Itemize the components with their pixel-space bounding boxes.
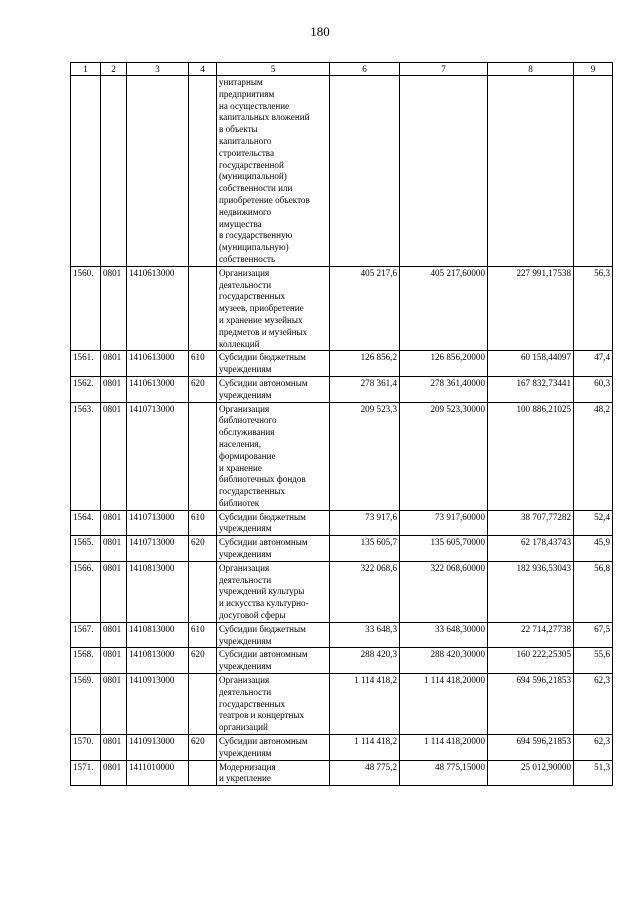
item-name-line: Субсидии автономным [219, 649, 308, 660]
planned-amount: 33 648,3 [330, 622, 400, 648]
executed-amount: 22 714,27738 [488, 622, 574, 648]
executed-amount: 694 596,21853 [488, 674, 574, 735]
item-name-line: деятельности [219, 574, 272, 585]
execution-percent: 56,3 [574, 266, 613, 351]
row-number: 1569. [71, 674, 101, 735]
expense-type: 610 [189, 510, 217, 536]
table-row [71, 76, 613, 267]
item-name-line: библиотечных фондов [219, 474, 306, 485]
section-code: 0801 [101, 402, 127, 510]
item-name-line: организаций [219, 722, 268, 733]
executed-amount: 182 936,53043 [488, 561, 574, 622]
item-name [217, 674, 330, 735]
planned-amount: 135 605,7 [330, 536, 400, 562]
row-number: 1563. [71, 402, 101, 510]
item-name [217, 510, 330, 536]
item-name-line: капитального [219, 135, 272, 146]
item-name [217, 735, 330, 761]
item-name-line: деятельности [219, 279, 272, 290]
table-row [71, 674, 613, 735]
refined-amount: 405 217,60000 [400, 266, 488, 351]
execution-percent: 47,4 [574, 351, 613, 377]
section-code: 0801 [101, 735, 127, 761]
expense-type: 610 [189, 351, 217, 377]
table-row [71, 536, 613, 562]
expense-type [189, 266, 217, 351]
table-row [71, 266, 613, 351]
item-name-line: на осуществление [219, 100, 290, 111]
table-header-row [71, 63, 613, 76]
item-name-line: Субсидии бюджетным [219, 623, 306, 634]
executed-amount: 100 886,21025 [488, 402, 574, 510]
expense-type [189, 760, 217, 786]
section-code: 0801 [101, 351, 127, 377]
item-name [217, 622, 330, 648]
item-name [217, 76, 330, 267]
row-number: 1564. [71, 510, 101, 536]
item-name-line: Субсидии автономным [219, 736, 308, 747]
item-name-line: Организация [219, 267, 270, 278]
article-code: 1410813000 [127, 561, 189, 622]
refined-amount [400, 76, 488, 267]
item-name-line: Организация [219, 675, 270, 686]
item-name-line: учреждениям [219, 635, 272, 646]
table-row [71, 402, 613, 510]
item-name-line: деятельности [219, 686, 272, 697]
row-number: 1561. [71, 351, 101, 377]
item-name-line: (муниципальной) [219, 171, 287, 182]
item-name-line: в объекты [219, 124, 258, 135]
item-name-line: досуговой сферы [219, 610, 286, 621]
executed-amount: 62 178,43743 [488, 536, 574, 562]
row-number: 1567. [71, 622, 101, 648]
item-name [217, 561, 330, 622]
expense-type [189, 674, 217, 735]
item-name-line: имущества [219, 218, 262, 229]
section-code [101, 76, 127, 267]
execution-percent: 51,3 [574, 760, 613, 786]
planned-amount: 48 775,2 [330, 760, 400, 786]
item-name-line: учреждениям [219, 364, 272, 375]
item-name-line: и укрепление [219, 773, 271, 784]
planned-amount: 1 114 418,2 [330, 735, 400, 761]
item-name-line: учреждениям [219, 661, 272, 672]
article-code: 1410613000 [127, 351, 189, 377]
item-name-line: театров и концертных [219, 710, 305, 721]
executed-amount: 25 012,90000 [488, 760, 574, 786]
planned-amount [330, 76, 400, 267]
refined-amount: 48 775,15000 [400, 760, 488, 786]
item-name [217, 402, 330, 510]
refined-amount: 288 420,30000 [400, 648, 488, 674]
execution-percent: 52,4 [574, 510, 613, 536]
column-header: 1 [71, 63, 101, 76]
expense-type [189, 561, 217, 622]
table-row [71, 735, 613, 761]
article-code [127, 76, 189, 267]
item-name-line: и хранение [219, 462, 262, 473]
execution-percent: 48,2 [574, 402, 613, 510]
refined-amount: 135 605,70000 [400, 536, 488, 562]
refined-amount: 1 114 418,20000 [400, 674, 488, 735]
refined-amount: 322 068,60000 [400, 561, 488, 622]
execution-percent: 45,9 [574, 536, 613, 562]
planned-amount: 288 420,3 [330, 648, 400, 674]
section-code: 0801 [101, 266, 127, 351]
executed-amount: 160 222,25305 [488, 648, 574, 674]
planned-amount: 405 217,6 [330, 266, 400, 351]
item-name [217, 648, 330, 674]
row-number: 1565. [71, 536, 101, 562]
table-row [71, 510, 613, 536]
row-number: 1571. [71, 760, 101, 786]
section-code: 0801 [101, 674, 127, 735]
article-code: 1410613000 [127, 376, 189, 402]
item-name-line: Организация [219, 562, 270, 573]
planned-amount: 278 361,4 [330, 376, 400, 402]
article-code: 1410713000 [127, 536, 189, 562]
item-name-line: населения, [219, 438, 261, 449]
item-name-line: Модернизация [219, 761, 276, 772]
item-name-line: недвижимого [219, 206, 272, 217]
row-number: 1560. [71, 266, 101, 351]
executed-amount: 167 832,73441 [488, 376, 574, 402]
item-name-line: Субсидии автономным [219, 377, 308, 388]
item-name [217, 760, 330, 786]
expense-type [189, 76, 217, 267]
execution-percent: 60,3 [574, 376, 613, 402]
table-row [71, 351, 613, 377]
table-row [71, 648, 613, 674]
item-name-line: предметов и музейных [219, 326, 308, 337]
planned-amount: 73 917,6 [330, 510, 400, 536]
item-name-line: государственных [219, 486, 286, 497]
article-code: 1411010000 [127, 760, 189, 786]
table-row [71, 622, 613, 648]
executed-amount [488, 76, 574, 267]
execution-percent: 56,8 [574, 561, 613, 622]
execution-percent [574, 76, 613, 267]
column-header: 9 [574, 63, 613, 76]
section-code: 0801 [101, 760, 127, 786]
refined-amount: 33 648,30000 [400, 622, 488, 648]
item-name-line: формирование [219, 450, 276, 461]
item-name-line: Субсидии автономным [219, 537, 308, 548]
column-header: 6 [330, 63, 400, 76]
refined-amount: 209 523,30000 [400, 402, 488, 510]
item-name-line: библиотек [219, 497, 260, 508]
table-row [71, 376, 613, 402]
item-name [217, 351, 330, 377]
planned-amount: 126 856,2 [330, 351, 400, 377]
item-name-line: предприятиям [219, 88, 275, 99]
executed-amount: 227 991,17538 [488, 266, 574, 351]
item-name-line: капитальных вложений [219, 112, 310, 123]
item-name [217, 266, 330, 351]
expense-type [189, 402, 217, 510]
page-number: 180 [310, 24, 330, 39]
planned-amount: 1 114 418,2 [330, 674, 400, 735]
article-code: 1410713000 [127, 402, 189, 510]
item-name-line: собственности или [219, 183, 293, 194]
refined-amount: 73 917,60000 [400, 510, 488, 536]
item-name-line: учреждениям [219, 389, 272, 400]
item-name-line: учреждениям [219, 747, 272, 758]
execution-percent: 62,3 [574, 735, 613, 761]
table-row [71, 760, 613, 786]
expense-type: 620 [189, 536, 217, 562]
table-row [71, 561, 613, 622]
planned-amount: 322 068,6 [330, 561, 400, 622]
executed-amount: 38 707,77282 [488, 510, 574, 536]
expense-type: 620 [189, 735, 217, 761]
item-name-line: собственность [219, 253, 276, 264]
item-name-line: государственных [219, 291, 286, 302]
item-name [217, 376, 330, 402]
refined-amount: 126 856,20000 [400, 351, 488, 377]
budget-table [70, 62, 613, 786]
item-name-line: и искусства культурно- [219, 598, 309, 609]
item-name-line: строительства [219, 147, 274, 158]
execution-percent: 67,5 [574, 622, 613, 648]
section-code: 0801 [101, 561, 127, 622]
refined-amount: 278 361,40000 [400, 376, 488, 402]
row-number [71, 76, 101, 267]
article-code: 1410913000 [127, 735, 189, 761]
item-name-line: в государственную [219, 230, 293, 241]
executed-amount: 694 596,21853 [488, 735, 574, 761]
column-header: 8 [488, 63, 574, 76]
section-code: 0801 [101, 536, 127, 562]
row-number: 1562. [71, 376, 101, 402]
item-name-line: и хранение музейных [219, 314, 303, 325]
article-code: 1410813000 [127, 648, 189, 674]
item-name-line: музеев, приобретение [219, 303, 304, 314]
executed-amount: 60 158,44097 [488, 351, 574, 377]
expense-type: 620 [189, 376, 217, 402]
article-code: 1410913000 [127, 674, 189, 735]
item-name-line: учреждениям [219, 549, 272, 560]
section-code: 0801 [101, 622, 127, 648]
item-name-line: обслуживания [219, 427, 275, 438]
row-number: 1566. [71, 561, 101, 622]
expense-type: 620 [189, 648, 217, 674]
item-name-line: учреждениям [219, 523, 272, 534]
expense-type: 610 [189, 622, 217, 648]
section-code: 0801 [101, 376, 127, 402]
article-code: 1410713000 [127, 510, 189, 536]
column-header: 2 [101, 63, 127, 76]
item-name-line: Субсидии бюджетным [219, 511, 306, 522]
article-code: 1410813000 [127, 622, 189, 648]
column-header: 5 [217, 63, 330, 76]
item-name-line: приобретение объектов [219, 194, 310, 205]
item-name-line: (муниципальную) [219, 242, 289, 253]
row-number: 1570. [71, 735, 101, 761]
row-number: 1568. [71, 648, 101, 674]
item-name [217, 536, 330, 562]
execution-percent: 62,3 [574, 674, 613, 735]
execution-percent: 55,6 [574, 648, 613, 674]
item-name-line: коллекций [219, 338, 260, 349]
column-header: 4 [189, 63, 217, 76]
item-name-line: государственной [219, 159, 284, 170]
column-header: 7 [400, 63, 488, 76]
item-name-line: библиотечного [219, 415, 277, 426]
item-name-line: учреждений культуры [219, 586, 305, 597]
section-code: 0801 [101, 648, 127, 674]
item-name-line: государственных [219, 698, 286, 709]
item-name-line: унитарным [219, 77, 263, 87]
section-code: 0801 [101, 510, 127, 536]
refined-amount: 1 114 418,20000 [400, 735, 488, 761]
article-code: 1410613000 [127, 266, 189, 351]
column-header: 3 [127, 63, 189, 76]
item-name-line: Организация [219, 403, 270, 414]
planned-amount: 209 523,3 [330, 402, 400, 510]
item-name-line: Субсидии бюджетным [219, 352, 306, 363]
